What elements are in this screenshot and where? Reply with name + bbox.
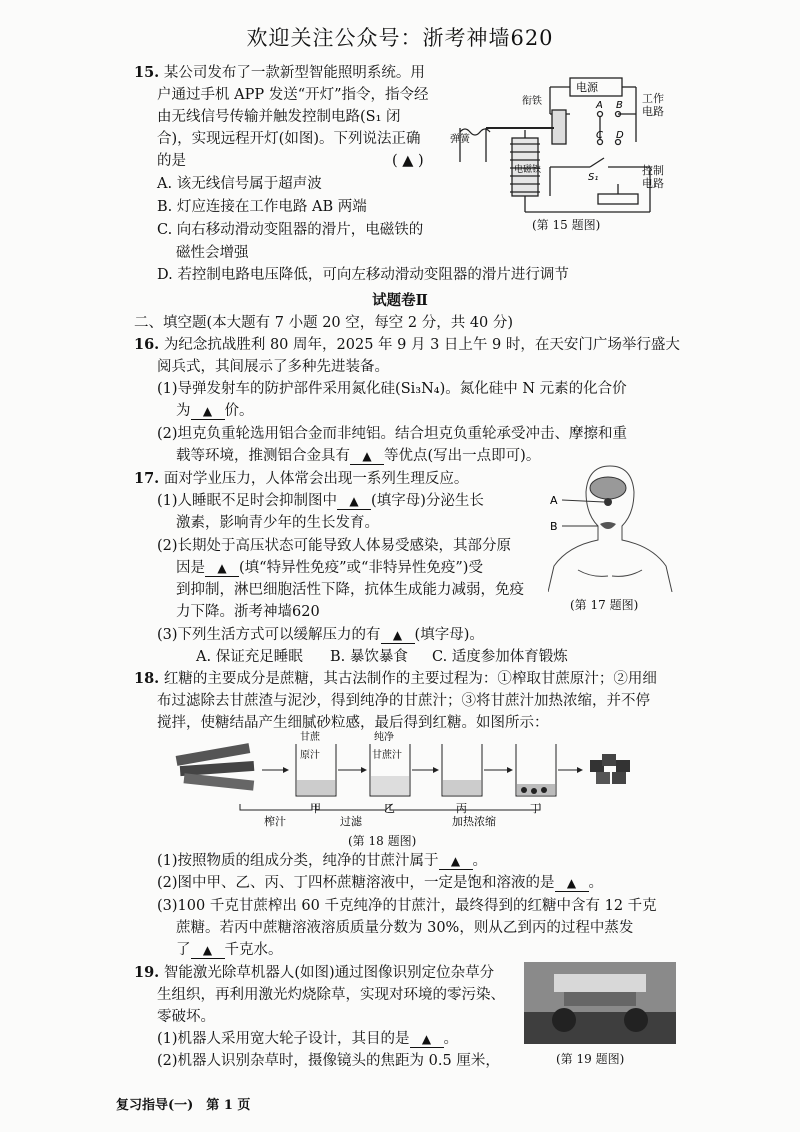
q15-figure-caption: (第 15 题图) — [532, 218, 601, 232]
q15-option-b: B. 灯应连接在工作电路 AB 两端 — [157, 199, 367, 215]
gland-b — [600, 522, 616, 529]
brain-region — [590, 477, 626, 499]
q18-p3-line-2: 蔗糖。若丙中蔗糖溶液溶质质量分数为 30%，则从乙到丙的过程中蒸发 — [176, 920, 634, 936]
terminal-a: A — [596, 100, 603, 111]
q19-p2: (2)机器人识别杂草时，摄像镜头的焦距为 0.5 厘米， — [157, 1053, 500, 1069]
q16-p1-line-1: (1)导弹发射车的防护部件采用氮化硅(Si₃N₄)。氮化硅中 N 元素的化合价 — [157, 381, 627, 397]
q18-intro-3: 搅拌，使糖结晶产生细腻砂粒感，最后得到红糖。如图所示： — [157, 715, 549, 731]
q16-blank-2[interactable]: ▲ — [350, 448, 384, 465]
q19-intro-2: 生组织，再利用激光灼烧除草，实现对环境的零污染、 — [157, 987, 505, 1003]
armature-label: 衔铁 — [522, 96, 542, 107]
q17-blank-1[interactable]: ▲ — [337, 493, 371, 510]
q15-option-a: A. 该无线信号属于超声波 — [157, 176, 322, 192]
terminal-b: B — [616, 100, 623, 111]
gland-b-label: B — [550, 520, 558, 533]
q18-p1: (1)按照物质的组成分类，纯净的甘蔗汁属于 ▲ 。 — [157, 853, 488, 869]
q17-blank-2[interactable]: ▲ — [205, 560, 239, 577]
weeding-robot-photo — [524, 962, 676, 1044]
step-filter: 过滤 — [340, 815, 362, 828]
q15-line-5: 的是 — [157, 153, 186, 169]
q18-blank-3[interactable]: ▲ — [191, 942, 225, 959]
beaker-yi-content: 甘蔗汁 — [372, 750, 402, 761]
label-bing: 丙 — [456, 802, 467, 815]
q15-line-1: 15. 某公司发布了一款新型智能照明系统。用 — [134, 64, 425, 81]
q18-p3-line-3: 了 ▲ 千克水。 — [176, 942, 283, 958]
label-jia: 甲 — [310, 802, 321, 815]
q18-blank-2[interactable]: ▲ — [555, 875, 589, 892]
section-heading: 二、填空题(本大题有 7 小题 20 空，每空 2 分，共 40 分) — [134, 315, 514, 331]
q15-line-3: 由无线信号传输并触发控制电路(S₁ 闭 — [157, 109, 401, 125]
power-label: 电源 — [576, 81, 598, 94]
q15-option-c: C. 向右移动滑动变阻器的滑片，电磁铁的 — [157, 222, 424, 238]
q16-p1-line-2: 为 ▲ 价。 — [176, 403, 254, 419]
q17-p3: (3)下列生活方式可以缓解压力的有 ▲ (填字母)。 — [157, 627, 484, 643]
switch-s1: S₁ — [588, 172, 599, 183]
q17-p2-line-3: 到抑制，淋巴细胞活性下降，抗体生成能力减弱，免疫 — [176, 582, 524, 598]
q19-p1: (1)机器人采用宽大轮子设计，其目的是 ▲ 。 — [157, 1031, 459, 1047]
q17-option-b: B. 暴饮暴食 — [330, 649, 408, 665]
q17-intro: 17. 面对学业压力，人体常会出现一系列生理反应。 — [134, 470, 469, 487]
gland-a — [604, 498, 612, 506]
label-ding: 丁 — [530, 802, 541, 815]
q19-blank-1[interactable]: ▲ — [410, 1031, 444, 1048]
q17-p2-line-2: 因是 ▲ (填“特异性免疫”或“非特异性免疫”)受 — [176, 560, 483, 576]
q16-blank-1[interactable]: ▲ — [191, 403, 225, 420]
q16-intro-1: 16. 为纪念抗战胜利 80 周年，2025 年 9 月 3 日上午 9 时，在天安门广场举行盛大 — [134, 336, 680, 353]
q18-figure-caption: (第 18 题图) — [348, 834, 417, 848]
q17-p2-line-4: 力下降。浙考神墙620 — [176, 604, 320, 620]
step-concentrate: 加热浓缩 — [452, 815, 496, 828]
q18-p2: (2)图中甲、乙、丙、丁四杯蔗糖溶液中，一定是饱和溶液的是 ▲ 。 — [157, 875, 604, 891]
q15-line-4: 合)，实现远程开灯(如图)。下列说法正确 — [157, 131, 421, 147]
q16-p2-line-2: 载等环境，推测铝合金具有 ▲ 等优点(写出一点即可)。 — [176, 448, 541, 464]
q17-p1-line-2: 激素，影响青少年的生长发育。 — [176, 515, 379, 531]
q16-intro-2: 阅兵式，其间展示了多种先进装备。 — [157, 359, 389, 375]
q17-p1-line-1: (1)人睡眠不足时会抑制图中 ▲ (填字母)分泌生长 — [157, 493, 484, 509]
q15-option-d: D. 若控制电路电压降低，可向左移动滑动变阻器的滑片进行调节 — [157, 267, 569, 283]
q18-intro-2: 布过滤除去甘蔗渣与泥沙，得到纯净的甘蔗汁；③将甘蔗汁加热浓缩，并不停 — [157, 693, 650, 709]
q17-figure-caption: (第 17 题图) — [570, 598, 639, 612]
q15-number: 15. — [134, 64, 160, 81]
q18-blank-1[interactable]: ▲ — [439, 853, 473, 870]
work-circuit-label: 工作电路 — [642, 92, 664, 118]
beaker-jia-content: 原汁 — [300, 750, 320, 761]
control-circuit-label: 控制电路 — [642, 164, 664, 190]
section-title: 试题卷Ⅱ — [372, 292, 428, 309]
q18-intro-1: 18. 红糖的主要成分是蔗糖，其古法制作的主要过程为：①榨取甘蔗原汁；②用细 — [134, 670, 657, 687]
beaker-yi-top: 纯净 — [374, 732, 394, 743]
gland-a-label: A — [550, 494, 558, 507]
label-yi: 乙 — [384, 802, 395, 815]
q19-intro-3: 零破坏。 — [157, 1009, 215, 1025]
q19-figure-caption: (第 19 题图) — [556, 1052, 625, 1066]
page-footer: 复习指导(一) 第 1 页 — [116, 1098, 251, 1113]
sugarcane-image — [176, 743, 255, 790]
q15-option-c-cont: 磁性会增强 — [176, 245, 249, 261]
q15-circuit-figure — [450, 72, 670, 232]
q18-process-figure — [170, 730, 640, 830]
brown-sugar-image — [590, 754, 630, 784]
q17-blank-3[interactable]: ▲ — [381, 627, 415, 644]
q15-line-2: 户通过手机 APP 发送“开灯”指令，指令经 — [157, 87, 429, 103]
q17-option-a: A. 保证充足睡眠 — [196, 649, 303, 665]
spring-label: 弹簧 — [450, 134, 470, 145]
q16-p2-line-1: (2)坦克负重轮选用铝合金而非纯铝。结合坦克负重轮承受冲击、摩擦和重 — [157, 426, 628, 442]
q17-p2-line-1: (2)长期处于高压状态可能导致人体易受感染，其部分原 — [157, 538, 512, 554]
q15-answer-slot: ( ▲ ) — [392, 153, 424, 169]
page-header: 欢迎关注公众号：浙考神墙620 — [246, 26, 554, 50]
step-juice: 榨汁 — [264, 815, 286, 828]
q17-option-c: C. 适度参加体育锻炼 — [432, 649, 568, 665]
terminal-c: C — [596, 130, 603, 141]
beaker-jia-top: 甘蔗 — [300, 732, 320, 743]
q17-body-figure — [548, 462, 678, 592]
q18-p3-line-1: (3)100 千克甘蔗榨出 60 千克纯净的甘蔗汁，最终得到的红糖中含有 12 千克 — [157, 898, 657, 914]
terminal-d: D — [616, 130, 624, 141]
q19-intro-1: 19. 智能激光除草机器人(如图)通过图像识别定位杂草分 — [134, 964, 495, 981]
electromagnet-label: 电磁铁 — [514, 165, 542, 175]
